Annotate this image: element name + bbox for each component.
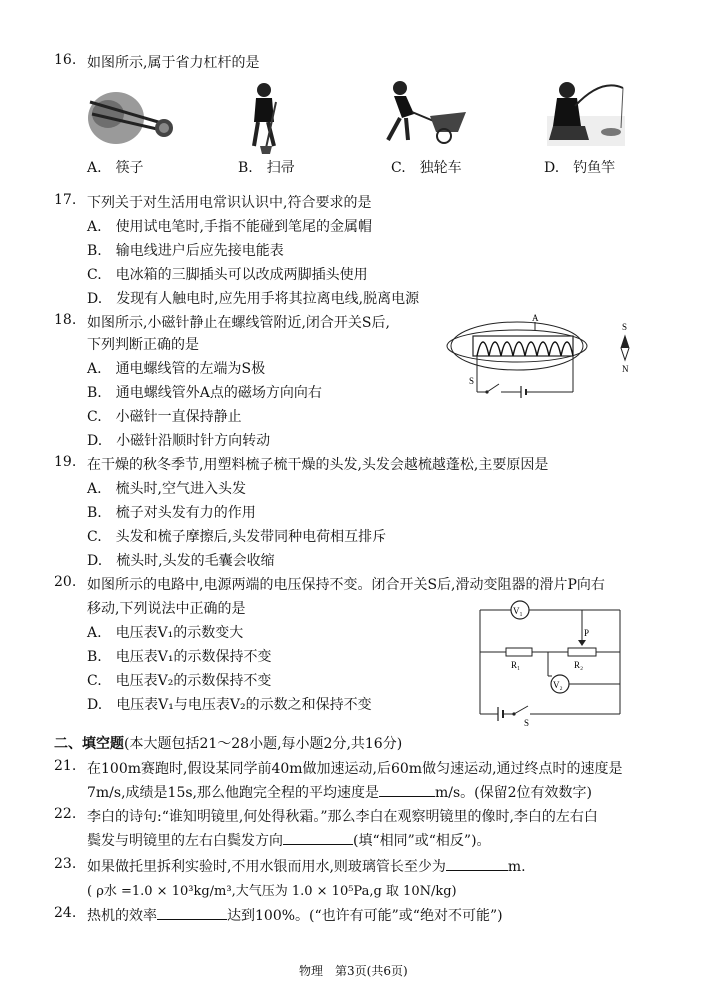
q17-option-d: D. 发现有人触电时,应先用手将其拉离电线,脱离电源 xyxy=(87,291,420,307)
q24-line1: 热机的效率 达到100%。(“也许有可能”或“绝对不可能”) xyxy=(87,908,503,924)
q21-answer-blank xyxy=(379,784,435,797)
q17-number: 17. xyxy=(54,192,77,208)
q16-stem: 如图所示,属于省力杠杆的是 xyxy=(87,55,260,71)
q18-stem-line2: 下列判断正确的是 xyxy=(87,337,199,353)
q22-line1: 李白的诗句:“谁知明镜里,何处得秋霜。”那么李白在观察明镜里的像时,李白的左右白 xyxy=(87,809,598,825)
q23-line1: 如果做托里拆利实验时,不用水银而用水,则玻璃管长至少为 m. xyxy=(87,859,526,875)
circuit-diagram xyxy=(470,596,630,726)
q20-stem-line1: 如图所示的电路中,电源两端的电压保持不变。闭合开关S后,滑动变阻器的滑片P向右 xyxy=(87,577,605,593)
fishing-rod-image xyxy=(545,76,629,148)
q17-option-c: C. 电冰箱的三脚插头可以改成两脚插头使用 xyxy=(87,267,368,283)
q18-option-c: C. 小磁针一直保持静止 xyxy=(87,409,242,425)
needle-n-label: N xyxy=(622,364,629,374)
q18-option-d: D. 小磁针沿顺时针方向转动 xyxy=(87,433,271,449)
q24-number: 24. xyxy=(54,905,77,921)
slider-p-label: P xyxy=(584,628,590,638)
q19-option-b: B. 梳子对头发有力的作用 xyxy=(87,505,256,521)
q18-option-b: B. 通电螺线管外A点的磁场方向向右 xyxy=(87,385,322,401)
needle-s-label: S xyxy=(622,322,628,332)
q16-option-b: B. 扫帚 xyxy=(238,160,295,176)
q20-option-a: A. 电压表V₁的示数变大 xyxy=(87,625,244,641)
q19-option-c: C. 头发和梳子摩擦后,头发带同种电荷相互排斥 xyxy=(87,529,387,545)
q16-option-c: C. 独轮车 xyxy=(391,160,462,176)
solenoid-diagram xyxy=(445,312,645,402)
q19-option-a: A. 梳头时,空气进入头发 xyxy=(87,481,247,497)
q20-option-c: C. 电压表V₂的示数保持不变 xyxy=(87,673,272,689)
broom-image xyxy=(240,80,292,156)
wheelbarrow-image xyxy=(378,78,470,146)
switch-s-label: S xyxy=(469,376,475,386)
page-footer: 物理 第3页(共6页) xyxy=(299,964,408,978)
v2-label: V₂ xyxy=(553,680,563,690)
q22-number: 22. xyxy=(54,806,77,822)
q19-number: 19. xyxy=(54,454,77,470)
q18-stem-line1: 如图所示,小磁针静止在螺线管附近,闭合开关S后, xyxy=(87,315,390,331)
q20-number: 20. xyxy=(54,574,77,590)
q17-stem: 下列关于对生活用电常识认识中,符合要求的是 xyxy=(87,195,372,211)
q22-line2: 鬓发与明镜里的左右白鬓发方向 (填“相同”或“相反”)。 xyxy=(87,833,491,849)
point-a-label: A xyxy=(532,313,539,323)
q20-stem-line2: 移动,下列说法中正确的是 xyxy=(87,601,246,617)
section-heading: 二、填空题(本大题包括21～28小题,每小题2分,共16分) xyxy=(54,736,403,752)
q22-answer-blank xyxy=(283,832,353,845)
q23-number: 23. xyxy=(54,856,77,872)
q20-option-d: D. 电压表V₁与电压表V₂的示数之和保持不变 xyxy=(87,697,372,713)
q21-number: 21. xyxy=(54,758,77,774)
q21-line1: 在100m赛跑时,假设某同学前40m做加速运动,后60m做匀速运动,通过终点时的速度是 xyxy=(87,761,623,777)
r2-label: R₂ xyxy=(574,660,584,670)
q19-stem: 在干燥的秋冬季节,用塑料梳子梳干燥的头发,头发会越梳越蓬松,主要原因是 xyxy=(87,457,549,473)
q16-option-d: D. 钓鱼竿 xyxy=(544,160,616,176)
q17-option-a: A. 使用试电笔时,手指不能碰到笔尾的金属帽 xyxy=(87,219,373,235)
q16-number: 16. xyxy=(54,52,77,68)
q17-option-b: B. 输电线进户后应先接电能表 xyxy=(87,243,284,259)
r1-label: R₁ xyxy=(511,660,521,670)
q19-option-d: D. 梳头时,头发的毛囊会收缩 xyxy=(87,553,275,569)
q20-option-b: B. 电压表V₁的示数保持不变 xyxy=(87,649,272,665)
q24-answer-blank xyxy=(157,907,227,920)
q23-line2: ( ρ水 =1.0 × 10³kg/m³,大气压为 1.0 × 10⁵Pa,g 取 10N/kg) xyxy=(87,884,457,899)
switch-s-label: S xyxy=(524,718,530,726)
q18-option-a: A. 通电螺线管的左端为S极 xyxy=(87,361,266,377)
q16-option-a: A. 筷子 xyxy=(87,160,144,176)
q18-number: 18. xyxy=(54,312,77,328)
q23-answer-blank xyxy=(446,858,508,871)
v1-label: V₁ xyxy=(513,606,523,616)
q21-line2: 7m/s,成绩是15s,那么他跑完全程的平均速度是 m/s。(保留2位有效数字) xyxy=(87,785,592,801)
chopsticks-image xyxy=(86,88,180,154)
